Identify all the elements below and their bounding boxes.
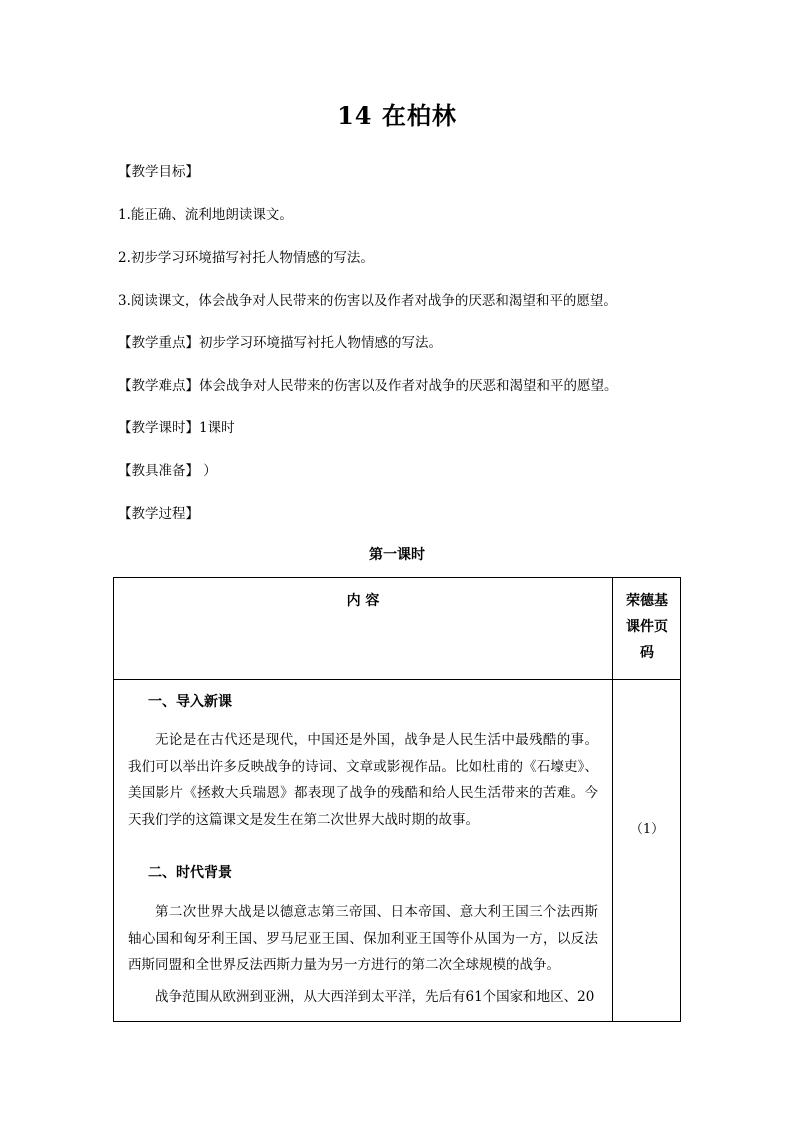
objective-3: 3.阅读课文，体会战争对人民带来的伤害以及作者对战争的厌恶和渴望和平的愿望。 xyxy=(118,293,617,309)
header-content: 内 容 xyxy=(346,593,380,609)
objective-2: 2.初步学习环境描写衬托人物情感的写法。 xyxy=(118,250,374,266)
page-title: 14 在柏林 xyxy=(337,101,457,130)
section-2-paragraph-2: 战争范围从欧洲到亚洲，从大西洋到太平洋，先后有61个国家和地区、20 xyxy=(155,989,595,1005)
difficulty: 【教学难点】体会战争对人民带来的伤害以及作者对战争的厌恶和渴望和平的愿望。 xyxy=(118,378,618,394)
teaching-tools: 【教具准备】 ） xyxy=(118,463,217,479)
section-1-heading: 一、导入新课 xyxy=(148,694,232,710)
section-2-heading: 二、时代背景 xyxy=(148,865,232,881)
section-1-paragraph: 无论是在古代还是现代，中国还是外国，战争是人民生活中最残酷的事。我们可以举出许多反映战争的诗词、文章或影视作品。比如杜甫的《石壕吏》、美国影片《拯救大兵瑞恩》都表现了战争的残酷和给人民生活带来的苦难。今天我们学的这篇课文是发生在第二次世界大战时期的故事。 xyxy=(128,732,598,828)
header-side-line-1: 荣德基 xyxy=(626,593,668,609)
header-side-line-2: 课件页 xyxy=(626,619,668,635)
row-divider xyxy=(114,679,680,680)
class-hours: 【教学课时】1课时 xyxy=(118,420,235,436)
objective-1: 1.能正确、流利地朗读课文。 xyxy=(118,207,293,223)
objectives-heading: 【教学目标】 xyxy=(118,164,199,180)
session-title: 第一课时 xyxy=(369,547,425,563)
lesson-table xyxy=(113,577,681,1022)
header-side-line-3: 码 xyxy=(640,645,654,661)
page-reference: （1） xyxy=(629,822,665,837)
key-point: 【教学重点】初步学习环境描写衬托人物情感的写法。 xyxy=(118,335,442,351)
section-2-paragraph-1: 第二次世界大战是以德意志第三帝国、日本帝国、意大利王国三个法西斯轴心国和匈牙利王国、罗马尼亚王国、保加利亚王国等仆从国为一方，以反法西斯同盟和全世界反法西斯力量为另一方进行的第二次全球规模的战争。 xyxy=(128,904,598,973)
process-heading: 【教学过程】 xyxy=(118,506,199,522)
header-side xyxy=(613,588,681,666)
